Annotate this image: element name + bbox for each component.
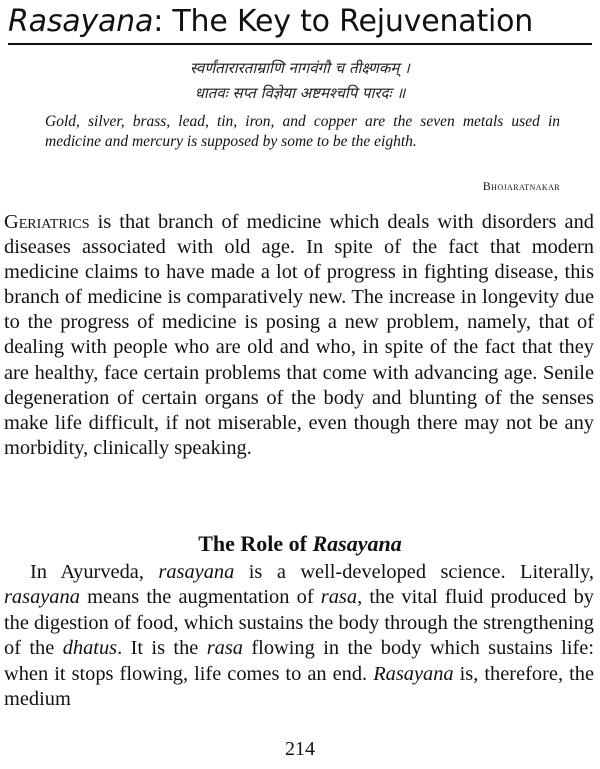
running-head: [8, 2, 592, 42]
section-heading-italic: Rasayana: [312, 531, 402, 556]
section-paragraph: [4, 560, 594, 712]
running-head-italic: Rasayana: [8, 4, 154, 39]
section-heading: [0, 530, 600, 558]
text-run: , the vital fluid produced by the digestion of food, which sustains the body through the strengthening of the: [4, 586, 594, 660]
epigraph-translation: Gold, silver, brass, lead, tin, iron, and copper are the seven metals used in medicine and mercury is supposed by some to be the eighth.: [45, 113, 560, 150]
italic-term: dhatus: [62, 637, 118, 660]
header-rule: [8, 43, 592, 45]
sanskrit-line-2: धातवः सप्त विज्ञेया अष्टमश्चपि पारदः ॥: [194, 84, 406, 102]
running-head-rest: : The Key to Rejuvenation: [153, 4, 534, 39]
italic-term: Rasayana: [373, 662, 454, 685]
text-run: means the augmentation of: [79, 586, 321, 609]
epigraph-source: Bhojaratnakar: [482, 179, 560, 193]
italic-term: rasayana: [158, 561, 235, 583]
intro-text: is that branch of medicine which deals with disorders and diseases associated with old age. In spite of the fact that modern medicine claims to have made a lot of progress in fighting disease, this branch of medicine is comparatively new. The increase in longevity due to the progress of medicine is posing a new problem, namely, that of dealing with people who are old and who, in spite of the fact that they are healthy, face certain problems that come with advancing age. Senile degeneration of certain organs of the body and blunting of the senses make life difficult, if not miserable, even though there may not be any morbidity, clinically speaking.: [4, 211, 594, 459]
text-run: is, therefore, the medium: [4, 662, 594, 711]
italic-term: rasa: [320, 586, 358, 609]
sanskrit-verse: [40, 56, 560, 106]
text-run: In Ayurveda,: [30, 561, 159, 583]
text-run: . It is the: [117, 637, 207, 660]
section-body: [4, 560, 594, 712]
italic-term: rasayana: [4, 586, 80, 609]
section-heading-prefix: The Role of: [198, 531, 313, 556]
sanskrit-line-1: स्वर्णंतारारताम्राणि नागवंगौ च तीक्ष्णकम् ।: [190, 59, 410, 77]
italic-term: rasa: [206, 637, 243, 660]
intro-lead-word: Geriatrics: [4, 211, 90, 233]
page-number: 214: [285, 738, 315, 760]
intro-paragraph: [4, 210, 594, 461]
text-run: flowing in the body which sustains life: when it stops flowing, life comes to an end.: [4, 637, 594, 685]
text-run: is a well-developed science. Literally,: [234, 561, 594, 583]
